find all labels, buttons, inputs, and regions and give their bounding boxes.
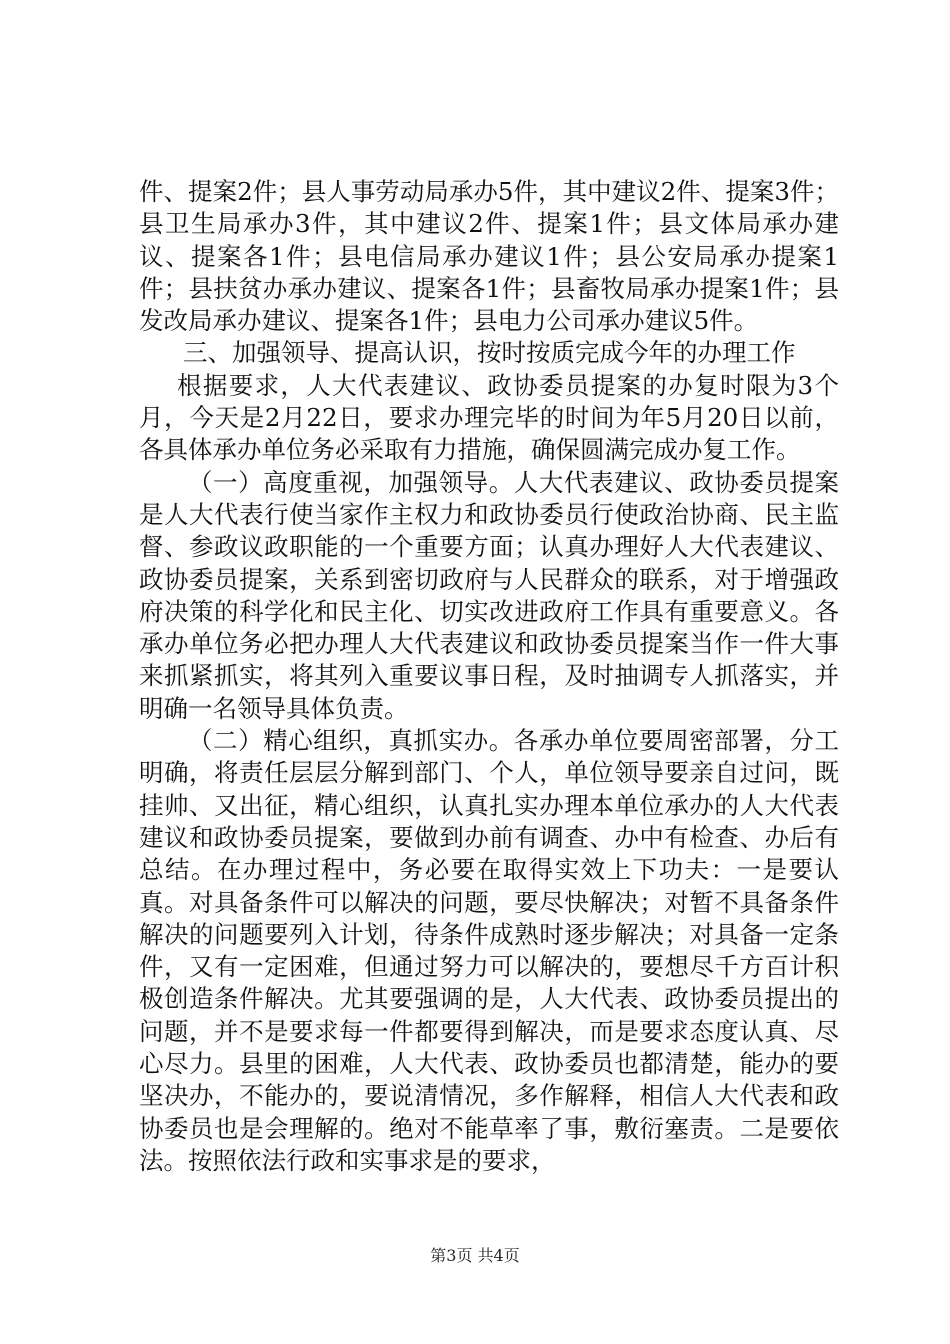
paragraph-unit-list: 件、提案2件；县人事劳动局承办5件，其中建议2件、提案3件；县卫生局承办3件，其中建议2件、提案1件；县文体局承办建议、提案各1件；县电信局承办建议1件；县公安局承办提案1件；县扶贫办承办建议、提案各1件；县畜牧局承办提案1件；县发改局承办建议、提案各1件；县电力公司承办建议5件。 [139,177,839,336]
page-footer: 第3页 共4页 [430,1246,520,1265]
paragraph-deadline: 根据要求，人大代表建议、政协委员提案的办复时限为3个月，今天是2月22日，要求办理完毕的时间为年5月20日以前，各具体承办单位务必采取有力措施，确保圆满完成办复工作。 [139,370,839,465]
document-body [139,176,839,1177]
paragraph-leadership: （一）高度重视，加强领导。人大代表建议、政协委员提案是人大代表行使当家作主权力和政协委员行使政治协商、民主监督、参政议政职能的一个重要方面；认真办理好人大代表建议、政协委员提案，关系到密切政府与人民群众的联系，对于增强政府决策的科学化和民主化、切实改进政府工作具有重要意义。各承办单位务必把办理人大代表建议和政协委员提案当作一件大事来抓紧抓实，将其列入重要议事日程，及时抽调专人抓落实，并明确一名领导具体负责。 [139,467,839,723]
section-heading-three: 三、加强领导、提高认识，按时按质完成今年的办理工作 [183,338,796,368]
paragraph-organization: （二）精心组织，真抓实办。各承办单位要周密部署，分工明确，将责任层层分解到部门、个人，单位领导要亲自过问，既挂帅、又出征，精心组织，认真扎实办理本单位承办的人大代表建议和政协委员提案，要做到办前有调查、办中有检查、办后有总结。在办理过程中，务必要在取得实效上下功夫：一是要认真。对具备条件可以解决的问题，要尽快解决；对暂不具备条件解决的问题要列入计划，待条件成熟时逐步解决；对具备一定条件，又有一定困难，但通过努力可以解决的，要想尽千方百计积极创造条件解决。尤其要强调的是，人大代表、政协委员提出的问题，并不是要求每一件都要得到解决，而是要求态度认真、尽心尽力。县里的困难，人大代表、政协委员也都清楚，能办的要坚决办，不能办的，要说清情况，多作解释，相信人大代表和政协委员也是会理解的。绝对不能草率了事，敷衍塞责。二是要依法。按照依法行政和实事求是的要求， [139,726,839,1175]
